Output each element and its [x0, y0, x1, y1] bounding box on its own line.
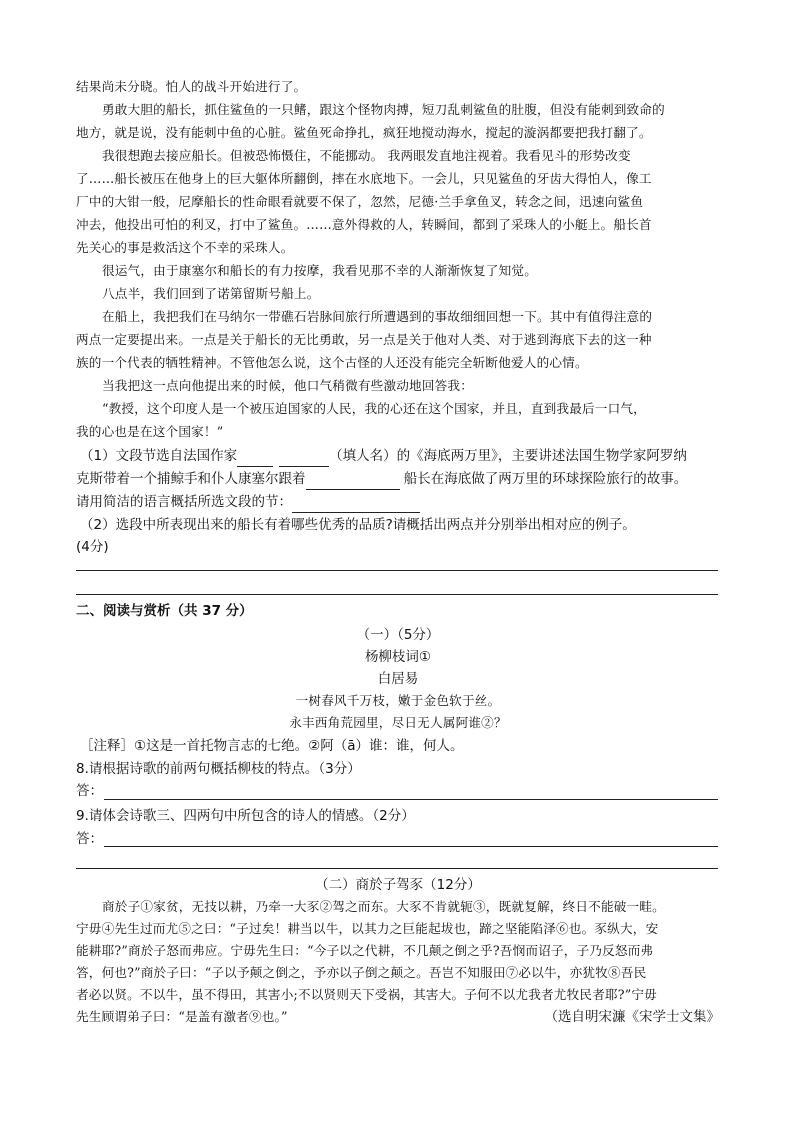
passage-line: 很运气，由于康塞尔和船长的有力按摩，我看见那不幸的人渐渐恢复了知觉。: [102, 263, 537, 278]
answer-label: 答：: [76, 831, 103, 847]
poem-title: 杨柳枝词①: [364, 649, 432, 665]
classical-text-line: 商於子①家贫，无技以耕，乃牵一大豕②驾之而东。大豕不肯就轭③，既就复解，终日不能破一畦。: [102, 899, 665, 914]
passage-line: 族的一个代表的牺牲精神。不管他怎么说，这个古怪的人还没有能完全斩断他爱人的心情。: [76, 355, 588, 370]
classical-text-line: 答，何也?”商於子曰：“子以予颠之倒之，予亦以子倒之颠之。吾岂不知服田⑦必以牛，亦犹牧⑧吾民: [76, 965, 647, 980]
question-1-line-b: [76, 468, 720, 490]
question-text: （填人名）的《海底两万里》，主要讲述法国生物学家阿罗纳: [329, 448, 687, 464]
passage-line: 我很想跑去接应船长。但被恐怖慑住，不能挪动。 我两眼发直地注视着。我看见斗的形势改变: [102, 148, 631, 163]
answer-blank[interactable]: [279, 466, 329, 467]
source-citation: （选自明宋濂《宋学士文集》: [544, 1009, 720, 1025]
part-title: （二）商於子驾豕（12分）: [315, 877, 481, 893]
question-1-line-c: [76, 491, 720, 513]
question-1-line-a: [80, 445, 724, 467]
classical-text-line: 者必以贤。不以牛，虽不得田，其害小;不以贤则天下受祸，其害大。子何不以尤我者尤牧民者耶?”宁毋: [76, 987, 657, 1002]
passage-line: 厂中的大钳一般，尼摩船长的性命眼看就要不保了，忽然，尼德·兰手拿鱼叉，转念之间，迅速向鲨鱼: [76, 194, 644, 209]
question-8: 8.请根据诗歌的前两句概括柳枝的特点。（3分）: [76, 761, 361, 777]
answer-line[interactable]: [76, 594, 718, 595]
poem-note: ［注释］①这是一首托物言志的七绝。②阿（ā）谁：谁，何人。: [80, 738, 464, 754]
answer-line[interactable]: [104, 799, 718, 800]
passage-line: 我的心也是在这个国家！”: [76, 424, 224, 439]
section-title: 二、阅读与赏析（共 37 分）: [76, 603, 253, 619]
classical-text-line: 宁毋④先生过而尤⑤之曰：“子过矣！耕当以牛，以其力之巨能起坺也，蹄之坚能陷泽⑥也。豕纵大，安: [76, 921, 659, 936]
part-title: （一）（5分）: [356, 627, 440, 643]
passage-line: 冲去，他投出可怕的利叉，打中了鲨鱼。……意外得救的人，转瞬间，都到了采珠人的小艇上。船长首: [76, 217, 652, 232]
passage-line: 当我把这一点向他提出来的时候，他口气稍微有些激动地回答我：: [102, 378, 474, 393]
classical-text-line: 先生顾谓弟子曰：“是盖有激者⑨也。”: [76, 1009, 288, 1024]
passage-line: 在船上，我把我们在马纳尔一带礁石岩脉间旅行所遭遇到的事故细细回想一下。其中有值得注意的: [102, 309, 653, 324]
answer-line[interactable]: [104, 846, 718, 847]
question-text: 船长在海底做了两万里的环球探险旅行的故事。: [399, 471, 688, 487]
passage-line: 先关心的事是救活这个不幸的采珠人。: [76, 240, 294, 255]
poem-line: 一树春风千万枝，嫩于金色软于丝。: [295, 693, 501, 708]
passage-line: 两点一定要提出来。一点是关于船长的无比勇敢，另一点是关于他对人类、对于逃到海底下去的这一种: [76, 332, 652, 347]
answer-label: 答：: [76, 783, 103, 799]
question-text: 克斯带着一个捕鲸手和仆人康塞尔跟着: [76, 471, 306, 487]
question-text: （1）文段节选自法国作家: [80, 448, 238, 464]
passage-line: 结果尚未分晓。怕人的战斗开始进行了。: [76, 79, 307, 94]
poem-author: 白居易: [377, 671, 419, 687]
question-text: 请用简洁的语言概括所选文段的节：: [76, 494, 292, 510]
poem-line: 永丰西角荒园里，尽日无人属阿谁②？: [289, 715, 507, 730]
answer-blank[interactable]: [237, 466, 273, 467]
question-9: 9.请体会诗歌三、四两句中所包含的诗人的情感。（2分）: [76, 808, 415, 824]
passage-line: 八点半，我们回到了诺第留斯号船上。: [102, 286, 320, 301]
question-2-score: (4分): [76, 539, 109, 555]
passage-line: 勇敢大胆的船长，抓住鲨鱼的一只鳍，跟这个怪物肉搏，短刀乱刺鲨鱼的肚腹，但没有能刺到致命的: [102, 102, 665, 117]
answer-blank[interactable]: [292, 512, 420, 513]
question-2: （2）选段中所表现出来的船长有着哪些优秀的品质?请概括出两点并分别举出相对应的例子。: [80, 517, 636, 533]
passage-line: 地方，就是说，没有能刺中鱼的心脏。鲨鱼死命挣扎，疯狂地搅动海水，搅起的漩涡都要把我打翻了。: [76, 125, 652, 140]
classical-text-line: 能耕耶?”商於子怒而弗应。宁毋先生曰：“今子以之代耕，不几颠之倒之乎?吾悯而诏子，子乃反怒而弗: [76, 943, 654, 958]
answer-blank[interactable]: [306, 489, 400, 490]
answer-line[interactable]: [76, 868, 718, 869]
passage-line: 了……船长被压在他身上的巨大躯体所翻倒，摔在水底地下。一会儿，只见鲨鱼的牙齿大得怕人，像工: [76, 171, 652, 186]
answer-line[interactable]: [76, 570, 718, 571]
passage-line: “教授，这个印度人是一个被压迫国家的人民，我的心还在这个国家，并且，直到我最后一口气，: [102, 401, 646, 416]
